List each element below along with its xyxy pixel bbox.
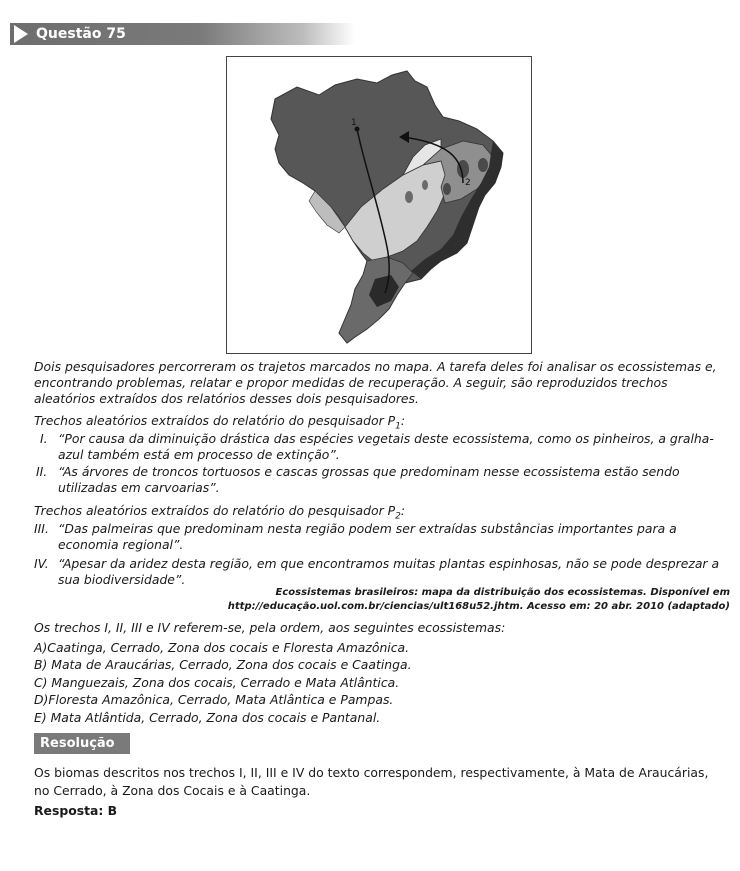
excerpt-text: “Por causa da diminuição drástica das espécies vegetais deste ecossistema, como os pinheiros, a gralha-azul também está em processo de extinção”. — [58, 431, 714, 463]
question-title: Questão 75 — [36, 26, 126, 42]
option-b: B) Mata de Araucárias, Cerrado, Zona dos cocais e Caatinga. — [34, 657, 412, 673]
p2-heading: Trechos aleatórios extraídos do relatório do pesquisador $P_2$: — [34, 503, 405, 522]
answer-options — [34, 639, 412, 726]
option-c: C) Manguezais, Zona dos cocais, Cerrado e Mata Atlântica. — [34, 674, 400, 690]
option-d: D)Floresta Amazônica, Cerrado, Mata Atlântica e Pampas. — [34, 692, 394, 708]
play-icon — [14, 25, 28, 43]
caatinga-patch — [478, 158, 488, 172]
route-marker-2: 2 — [465, 178, 471, 188]
source-line-1: Ecossistemas brasileiros: mapa da distribuição dos ecossistemas. Disponível em — [275, 587, 730, 598]
caatinga-patch — [443, 183, 451, 195]
question-stem: Os trechos I, II, III e IV referem-se, pela ordem, aos seguintes ecossistemas: — [34, 620, 506, 635]
option-e: E) Mata Atlântida, Cerrado, Zona dos cocais e Pantanal. — [34, 709, 381, 725]
excerpt-number: IV. — [34, 556, 49, 571]
p1-heading-text: Trechos aleatórios extraídos do relatório do pesquisador P — [34, 413, 396, 428]
excerpt-number: II. — [36, 464, 48, 479]
answer-label: Resposta: B — [34, 803, 118, 818]
excerpt-number: III. — [34, 521, 49, 536]
map-svg — [227, 57, 531, 353]
excerpt-text: “Apesar da aridez desta região, em que encontramos muitas plantas espinhosas, não se pode desprezar a sua biodiversidade”. — [58, 556, 720, 588]
p1-heading: Trechos aleatórios extraídos do relatório do pesquisador $P_1$: — [34, 413, 405, 432]
excerpt-number: I. — [40, 431, 48, 446]
route-marker-1: 1 — [351, 118, 357, 128]
excerpt-text: “As árvores de troncos tortuosos e cascas grossas que predominam nesse ecossistema estão sendo utilizadas em carvoarias”. — [58, 464, 680, 496]
intro-paragraph: Dois pesquisadores percorreram os trajetos marcados no mapa. A tarefa deles foi analisar os ecossistemas e, encontrando problemas, relatar e propor medidas de recuperação. A seguir, são reproduzidos trechos aleatórios extraídos dos relatórios desses dois pesquisadores. — [34, 359, 717, 407]
source-citation — [130, 586, 730, 614]
cerrado-patch — [422, 180, 428, 190]
brazil-ecosystem-map — [226, 56, 532, 354]
p1-subscript: 1 — [395, 421, 401, 432]
resolution-text: Os biomas descritos nos trechos I, II, III e IV do texto correspondem, respectivamente, à Mata de Araucárias, no Cerrado, à Zona dos Cocais e à Caatinga. — [34, 765, 709, 798]
p2-heading-text: Trechos aleatórios extraídos do relatório do pesquisador P — [34, 503, 396, 518]
excerpt-text: “Das palmeiras que predominam nesta região podem ser extraídas substâncias importantes para a economia regional”. — [58, 521, 677, 553]
source-line-2: http://educação.uol.com.br/ciencias/ult168u52.jhtm. Acesso em: 20 abr. 2010 (adaptado) — [227, 601, 730, 612]
p2-subscript: 2 — [395, 511, 401, 522]
resolution-title: Resolução — [40, 736, 115, 751]
option-a: A)Caatinga, Cerrado, Zona dos cocais e Floresta Amazônica. — [34, 640, 410, 655]
cerrado-patch — [405, 191, 413, 203]
